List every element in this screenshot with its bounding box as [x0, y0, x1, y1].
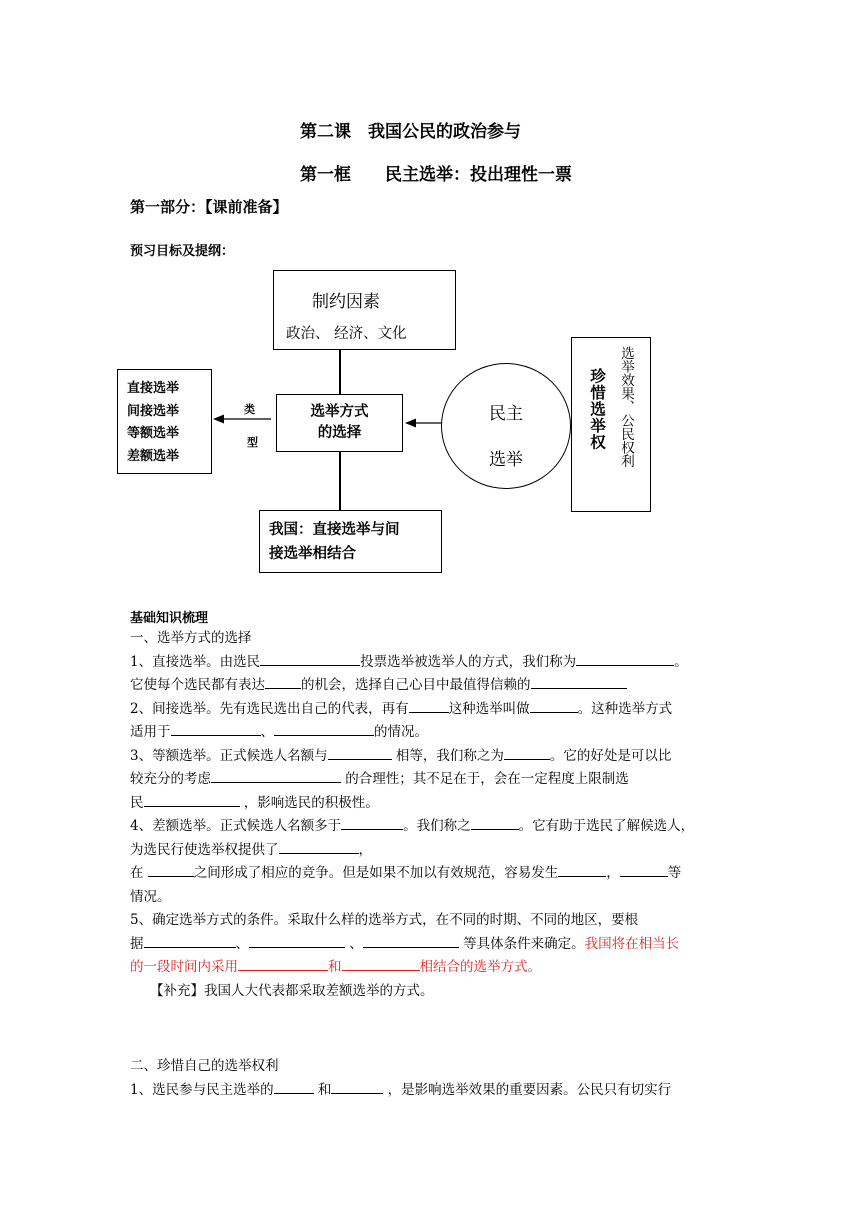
cherish-vote-box — [571, 337, 651, 512]
cherish-vote-title: 珍惜选举权 — [588, 368, 606, 451]
blank — [238, 956, 328, 971]
section-two-item-1: 1、选民参与民主选举的 和 ，是影响选举效果的重要因素。公民只有切实行 — [130, 1079, 730, 1103]
choice-box-line-1: 选举方式 — [310, 404, 369, 420]
connector-bottom — [339, 452, 341, 510]
item-1-line-1: 1、直接选举。由选民 投票选举被选举人的方式，我们称为 。 — [130, 651, 730, 675]
item-2-line-2: 适用于 、 的情况。 — [130, 721, 730, 745]
item-3-line-3: 民 ，影响选民的积极性。 — [130, 792, 730, 816]
constraint-factors-items: 政治、 经济、文化 — [286, 326, 407, 342]
blank — [265, 674, 301, 689]
part-title: 第一部分：【课前准备】 — [130, 198, 288, 216]
blank — [620, 862, 668, 877]
item-4-line-4: 情况。 — [130, 888, 171, 905]
blank — [274, 1079, 314, 1094]
section-two — [130, 1055, 730, 1102]
election-type-direct: 直接选举 — [127, 381, 180, 396]
item-5-line-2: 据 、 、 等具体条件来确定。我国将在相当长 — [130, 933, 730, 957]
item-2-line-1: 2、间接选举。先有选民选出自己的代表，再有 这种选举叫做 。这种选举方式 — [130, 698, 730, 722]
section-title: 第一框 民主选举：投出理性一票 — [300, 165, 572, 185]
blank — [274, 721, 374, 736]
blank — [409, 698, 449, 713]
blank — [211, 768, 341, 783]
blank — [171, 721, 261, 736]
election-type-indirect: 间接选举 — [127, 403, 180, 419]
item-4-line-2: 为选民行使选举权提供了 ， — [130, 839, 730, 863]
supplement-note: 【补充】我国人大代表都采取差额选举的方式。 — [150, 982, 434, 999]
election-type-competitive: 差额选举 — [127, 448, 180, 464]
blank — [148, 862, 194, 877]
blank — [328, 745, 392, 760]
item-4-line-3: 在 之间形成了相应的竞争。但是如果不加以有效规范，容易发生 ， 等 — [130, 862, 730, 886]
election-types-list — [127, 378, 179, 468]
connector-top — [339, 350, 341, 394]
cherish-vote-subtitle: 选举效果、公民权利 — [618, 346, 634, 468]
arrow-to-types — [213, 412, 271, 426]
section-one-heading: 一、选举方式的选择 — [130, 630, 252, 646]
preview-label: 预习目标及提纲： — [130, 244, 235, 259]
item-5-line-1: 5、确定选举方式的条件。采取什么样的选举方式，在不同的时期、不同的地区，要根 — [130, 912, 639, 928]
blank — [531, 674, 627, 689]
election-types-box — [117, 369, 212, 474]
china-box-line-1: 我国：直接选举与间 — [269, 522, 400, 538]
item-3-line-1: 3、等额选举。正式候选人名额与 相等，我们称之为 。它的好处是可以比 — [130, 745, 730, 769]
circle-line-2: 选举 — [489, 450, 523, 470]
blank — [576, 651, 674, 666]
blank — [260, 651, 360, 666]
item-3-line-2: 较充分的考虑 的合理性；其不足在于，会在一定程度上限制选 — [130, 768, 730, 792]
item-4-line-1: 4、差额选举。正式候选人名额多于 。我们称之 。它有助于选民了解候选人， — [130, 815, 730, 839]
item-5-line-3: 的一段时间内采用 和 相结合的选举方式。 — [130, 956, 730, 980]
china-box-line-2: 接选举相结合 — [269, 546, 356, 562]
constraint-factors-box — [273, 270, 456, 350]
china-system-box — [259, 510, 442, 573]
constraint-factors-title: 制约因素 — [312, 292, 380, 312]
blank — [530, 698, 578, 713]
blank — [279, 839, 359, 854]
section-two-heading: 二、珍惜自己的选举权利 — [130, 1058, 279, 1074]
section-one — [130, 627, 730, 1003]
blank — [363, 933, 459, 948]
blank — [144, 933, 236, 948]
blank — [144, 792, 240, 807]
item-1-line-2: 它使每个选民都有表达 的机会，选择自己心目中最值得信赖的 — [130, 674, 730, 698]
blank — [471, 815, 519, 830]
blank — [341, 815, 403, 830]
basics-heading: 基础知识梳理 — [130, 611, 209, 626]
election-method-choice-box — [276, 394, 403, 452]
circle-line-1: 民主 — [489, 404, 523, 424]
lesson-title: 第二课 我国公民的政治参与 — [300, 122, 521, 142]
type-label-char-2: 型 — [247, 436, 258, 449]
blank — [342, 956, 420, 971]
type-label-char-1: 类 — [244, 403, 255, 416]
blank — [249, 933, 345, 948]
arrow-to-choice — [405, 416, 441, 430]
blank — [558, 862, 606, 877]
blank — [504, 745, 550, 760]
election-type-equal: 等额选举 — [127, 426, 180, 441]
democratic-election-circle — [441, 363, 571, 489]
blank — [331, 1079, 383, 1094]
choice-box-line-2: 的选择 — [317, 425, 362, 441]
